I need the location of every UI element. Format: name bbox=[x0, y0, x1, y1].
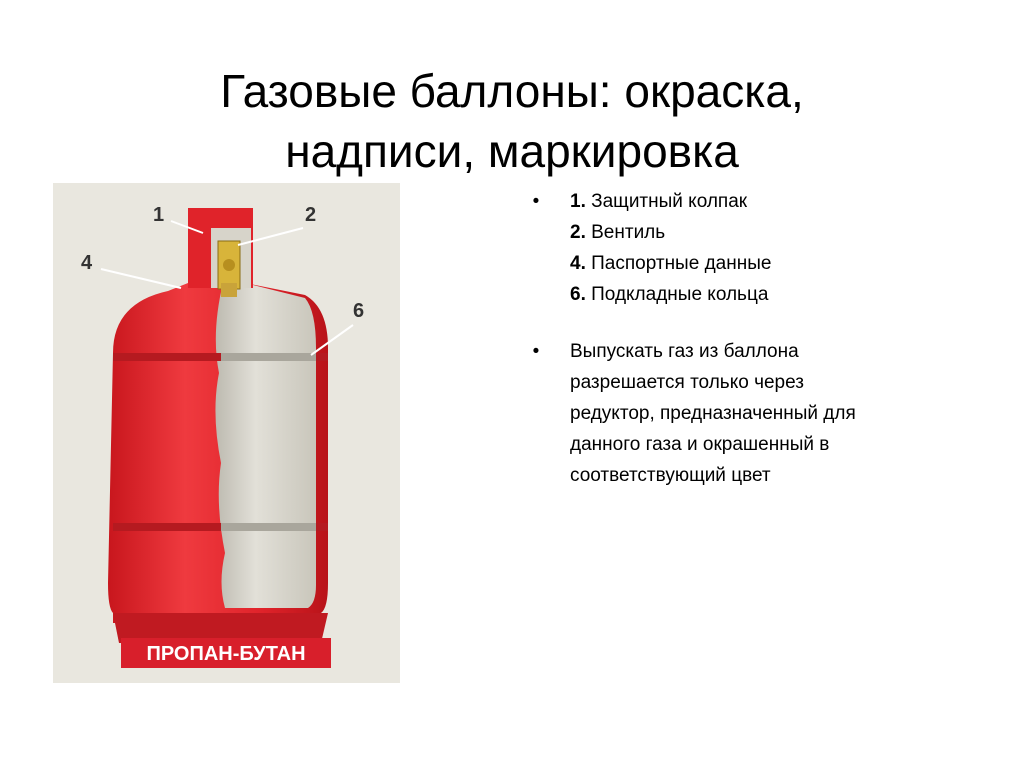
lower-ring-interior bbox=[221, 523, 316, 531]
legend-line bbox=[570, 248, 970, 279]
callout-2: 2 bbox=[305, 204, 317, 226]
slide-title-line-2: надписи, маркировка bbox=[285, 124, 739, 177]
cylinder-drawing bbox=[53, 183, 400, 683]
legend-text: Подкладные кольца bbox=[585, 284, 769, 305]
valve-knob bbox=[223, 259, 235, 271]
legend-number: 1. bbox=[570, 191, 586, 212]
legend-number: 4. bbox=[570, 253, 586, 274]
callout-1: 1 bbox=[153, 204, 165, 226]
bullet-parts-legend bbox=[530, 186, 970, 310]
cylinder-label-text: ПРОПАН-БУТАН bbox=[146, 643, 306, 665]
bullet-list bbox=[530, 186, 970, 517]
legend-text: Защитный колпак bbox=[585, 191, 748, 212]
bullet-dot: • bbox=[532, 191, 540, 212]
callout-6: 6 bbox=[353, 300, 365, 322]
bullet-regulator-rule bbox=[530, 336, 970, 491]
valve-base bbox=[221, 283, 237, 297]
legend-number: 6. bbox=[570, 284, 586, 305]
legend-line bbox=[570, 217, 970, 248]
rule-line: Выпускать газ из баллона bbox=[570, 341, 799, 362]
legend-text: Вентиль bbox=[585, 222, 666, 243]
callout-4: 4 bbox=[81, 252, 93, 274]
rule-line: разрешается только через bbox=[570, 372, 804, 393]
legend-text: Паспортные данные bbox=[585, 253, 772, 274]
rule-line: соответствующий цвет bbox=[570, 465, 771, 486]
legend-line bbox=[570, 186, 970, 217]
gas-cylinder-illustration bbox=[53, 183, 400, 683]
bullet-dot: • bbox=[532, 341, 540, 362]
cylinder-interior bbox=[215, 283, 316, 608]
slide-title bbox=[60, 61, 964, 181]
rule-line: редуктор, предназначенный для bbox=[570, 403, 856, 424]
legend-line bbox=[570, 279, 970, 310]
upper-ring-interior bbox=[221, 353, 316, 361]
slide-title-line-1: Газовые баллоны: окраска, bbox=[220, 64, 804, 117]
legend-number: 2. bbox=[570, 222, 586, 243]
rule-line: данного газа и окрашенный в bbox=[570, 434, 830, 455]
